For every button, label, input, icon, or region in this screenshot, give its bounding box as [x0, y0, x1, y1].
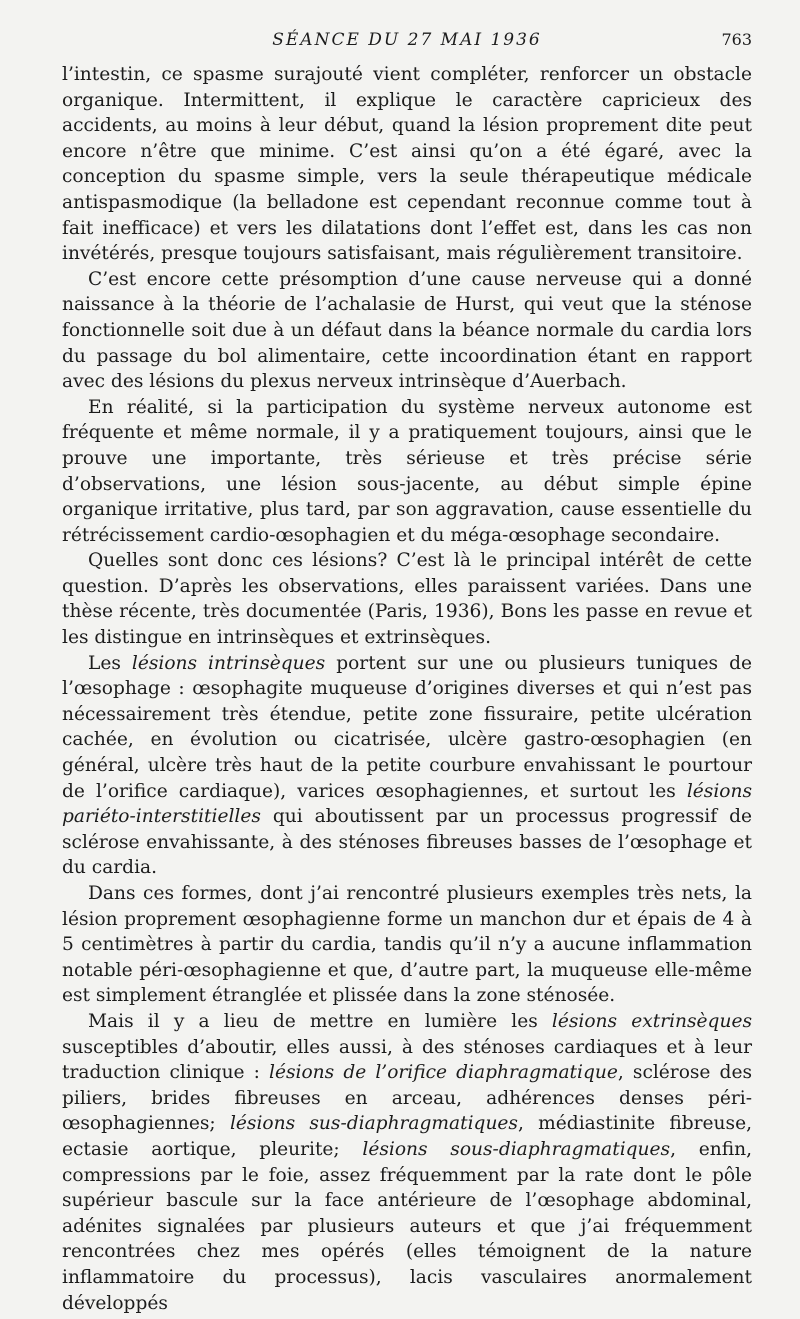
text-run: En réalité, si la participation du système nerveux autonome est fréquente et même normale, il y a pratiquement toujours, ainsi que le prouve une importante, très sérieuse et très précise série d’observations, une lésion sous-jacente, au début simple épine organique irritative, plus tard, par son aggravation, cause essentielle du rétrécissement cardio-œsophagien et du méga-œsophage secondaire. [62, 396, 752, 546]
text-run: Dans ces formes, dont j’ai rencontré plusieurs exemples très nets, la lésion proprement œsophagienne forme un manchon dur et épais de 4 à 5 centimètres à partir du cardia, tandis qu’il n’y a aucune inflammation notable péri-œsophagienne et que, d’autre part, la muqueuse elle-même est simplement étranglée et plissée dans la zone sténosée. [62, 883, 752, 1007]
text-run: l’intestin, ce spasme surajouté vient compléter, renforcer un obstacle organique. Intermittent, il explique le caractère capricieux des accidents, au moins à leur début, quand la lésion proprement dite peut encore n’être que minime. C’est ainsi qu’on a été égaré, avec la conception du spasme simple, vers la seule thérapeutique médicale antispasmodique (la belladone est cependant reconnue comme tout à fait inefficace) et vers les dilatations dont l’effet est, dans les cas non invétérés, presque toujours satisfaisant, mais régulièrement transitoire. [62, 64, 752, 265]
text-run: qui aboutissent par un processus progressif de sclérose envahissante, à des sténoses fibreuses basses de l’œsophage et du cardia. [62, 806, 752, 879]
paragraph [62, 548, 752, 650]
italic-term: lésions extrinsèques [551, 1010, 752, 1032]
italic-term: lésions de l’orifice diaphragmatique [269, 1062, 618, 1084]
paragraph [62, 651, 752, 881]
paragraph [62, 267, 752, 395]
italic-term: lésions pariéto-interstitielles [62, 780, 752, 828]
running-header [62, 30, 752, 56]
running-title: SÉANCE DU 27 MAI 1936 [272, 30, 542, 50]
page-number: 763 [721, 30, 752, 49]
text-run: Les [88, 652, 132, 674]
paragraph [62, 62, 752, 267]
paragraph [62, 1009, 752, 1316]
text-run: , médiastinite fibreuse, ectasie aortique, pleurite; [62, 1113, 752, 1160]
text-run: Quelles sont donc ces lésions? C’est là le principal intérêt de cette question. D’après les observations, elles paraissent variées. Dans une thèse récente, très documentée (Paris, 1936), Bons les passe en revue et les distingue en intrinsèques et extrinsèques. [62, 550, 752, 649]
article-body [62, 62, 752, 1316]
text-run: susceptibles d’aboutir, elles aussi, à des sténoses cardiaques et à leur traduction clinique : [62, 1036, 752, 1084]
text-run: Mais il y a lieu de mettre en lumière les [88, 1010, 552, 1032]
paragraph [62, 881, 752, 1009]
paragraph [62, 395, 752, 549]
text-run: C’est encore cette présomption d’une cause nerveuse qui a donné naissance à la théorie de l’achalasie de Hurst, qui veut que la sténose fonctionnelle soit due à un défaut dans la béance normale du cardia lors du passage du bol alimentaire, cette incoordination étant en rapport avec des lésions du plexus nerveux intrinsèque d’Auerbach. [62, 268, 752, 393]
italic-term: lésions sus-diaphragmatiques [229, 1113, 518, 1135]
italic-term: lésions sous-diaphragmatiques [362, 1138, 671, 1160]
text-run: , sclérose des piliers, brides fibreuses en arceau, adhérences denses péri-œsophagiennes; [62, 1062, 752, 1135]
text-run: , enfin, compressions par le foie, assez fréquemment par la rate dont le pôle supérieur bascule sur la face antérieure de l’œsophage abdominal, adénites signalées par plusieurs auteurs et que j’ai fréquemment rencontrées chez mes opérés (elles témoignent de la nature inflammatoire du processus), lacis vasculaires anormalement développés [62, 1138, 752, 1314]
italic-term: lésions intrinsèques [131, 652, 326, 674]
text-run: portent sur une ou plusieurs tuniques de l’œsophage : œsophagite muqueuse d’origines diverses et qui n’est pas nécessairement très étendue, petite zone fissuraire, petite ulcération cachée, en évolution ou cicatrisée, ulcère gastro-œsophagien (en général, ulcère très haut de la petite courbure envahissant le pourtour de l’orifice cardiaque), varices œsophagiennes, et surtout les [62, 652, 752, 802]
